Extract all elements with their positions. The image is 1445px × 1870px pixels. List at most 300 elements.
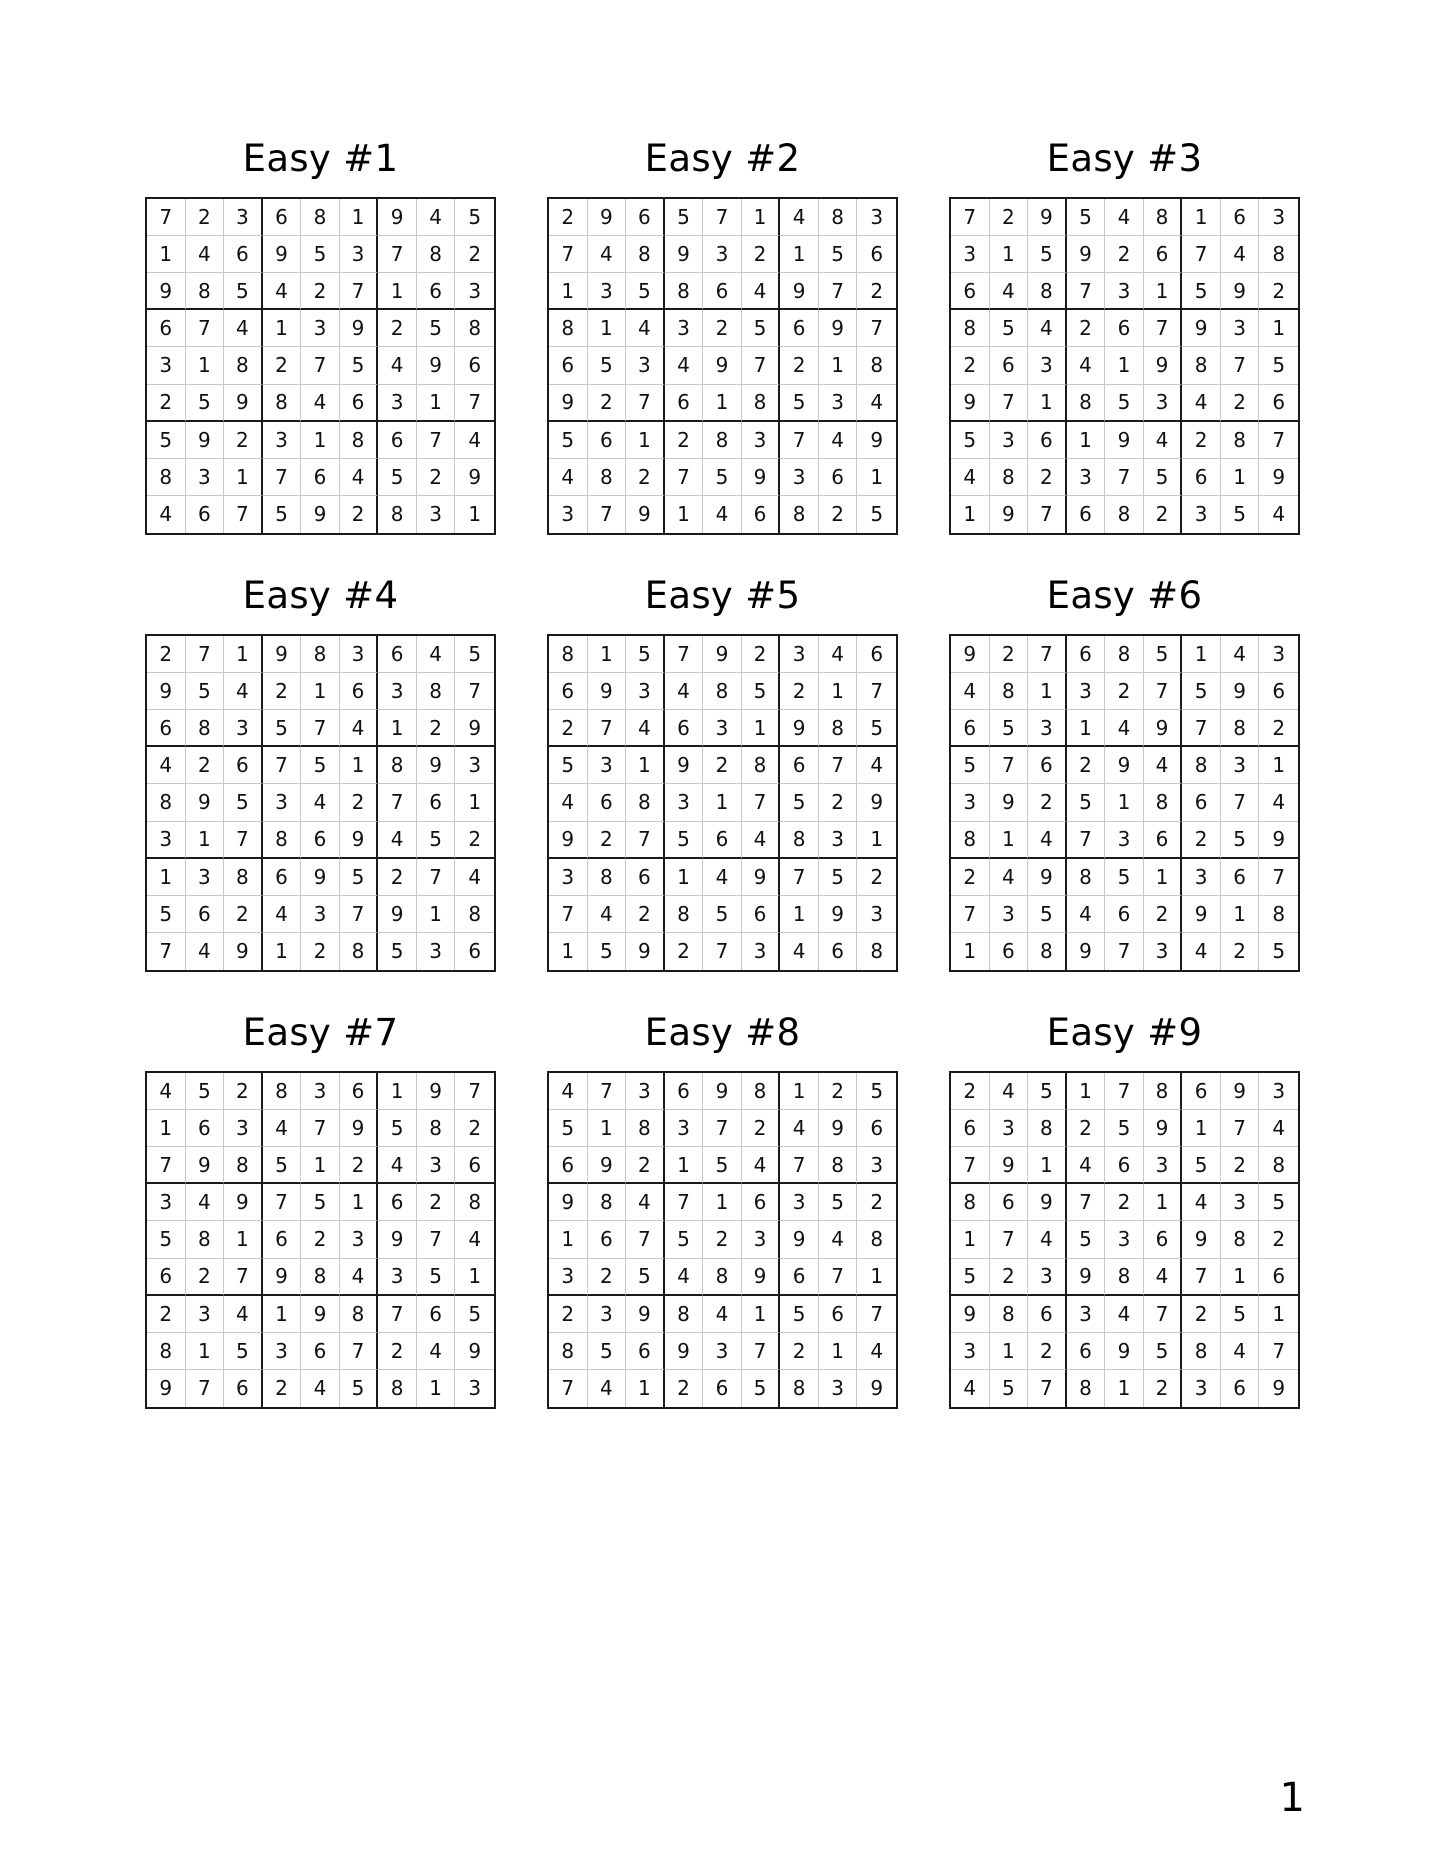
sudoku-cell[interactable]: 2 [990,199,1029,236]
sudoku-cell[interactable]: 8 [819,1147,858,1184]
sudoku-cell[interactable]: 3 [263,1333,302,1370]
sudoku-cell[interactable]: 4 [1221,636,1260,673]
sudoku-cell[interactable]: 1 [549,1221,588,1258]
sudoku-cell[interactable]: 9 [1028,859,1067,896]
sudoku-cell[interactable]: 4 [819,636,858,673]
sudoku-cell[interactable]: 9 [1259,459,1298,496]
sudoku-cell[interactable]: 9 [549,385,588,422]
sudoku-cell[interactable]: 6 [186,896,225,933]
sudoku-cell[interactable]: 4 [742,273,781,310]
sudoku-cell[interactable]: 6 [951,273,990,310]
sudoku-cell[interactable]: 1 [1259,310,1298,347]
sudoku-cell[interactable]: 2 [742,636,781,673]
sudoku-cell[interactable]: 6 [588,784,627,821]
sudoku-cell[interactable]: 2 [340,1147,379,1184]
sudoku-cell[interactable]: 3 [1259,199,1298,236]
sudoku-cell[interactable]: 7 [1259,422,1298,459]
sudoku-cell[interactable]: 7 [780,859,819,896]
sudoku-cell[interactable]: 8 [742,747,781,784]
sudoku-cell[interactable]: 3 [1144,933,1183,970]
sudoku-cell[interactable]: 5 [340,347,379,384]
sudoku-cell[interactable]: 1 [626,747,665,784]
sudoku-cell[interactable]: 2 [665,933,704,970]
sudoku-cell[interactable]: 5 [417,822,456,859]
sudoku-cell[interactable]: 9 [990,1147,1029,1184]
sudoku-cell[interactable]: 9 [703,1073,742,1110]
sudoku-cell[interactable]: 5 [1182,273,1221,310]
sudoku-cell[interactable]: 1 [1221,1259,1260,1296]
sudoku-cell[interactable]: 5 [1144,636,1183,673]
sudoku-cell[interactable]: 8 [549,310,588,347]
sudoku-cell[interactable]: 4 [990,273,1029,310]
sudoku-cell[interactable]: 9 [301,859,340,896]
sudoku-cell[interactable]: 2 [1221,933,1260,970]
sudoku-cell[interactable]: 6 [186,496,225,533]
sudoku-cell[interactable]: 3 [147,347,186,384]
sudoku-cell[interactable]: 6 [455,1147,494,1184]
sudoku-cell[interactable]: 3 [951,236,990,273]
sudoku-cell[interactable]: 6 [378,636,417,673]
sudoku-cell[interactable]: 4 [780,199,819,236]
sudoku-cell[interactable]: 3 [417,933,456,970]
sudoku-cell[interactable]: 2 [417,459,456,496]
sudoku-grid-2[interactable] [547,197,898,535]
sudoku-cell[interactable]: 9 [857,422,896,459]
sudoku-cell[interactable]: 4 [263,273,302,310]
sudoku-cell[interactable]: 6 [742,896,781,933]
sudoku-cell[interactable]: 2 [147,1296,186,1333]
sudoku-cell[interactable]: 7 [626,385,665,422]
sudoku-cell[interactable]: 3 [186,859,225,896]
sudoku-cell[interactable]: 4 [1067,1147,1106,1184]
sudoku-cell[interactable]: 1 [263,310,302,347]
sudoku-cell[interactable]: 3 [1105,1221,1144,1258]
sudoku-cell[interactable]: 6 [1259,1259,1298,1296]
sudoku-cell[interactable]: 9 [301,1296,340,1333]
sudoku-cell[interactable]: 7 [224,1259,263,1296]
sudoku-cell[interactable]: 8 [626,784,665,821]
sudoku-cell[interactable]: 1 [186,1333,225,1370]
sudoku-cell[interactable]: 5 [1105,1110,1144,1147]
sudoku-cell[interactable]: 3 [378,385,417,422]
sudoku-cell[interactable]: 4 [819,1221,858,1258]
sudoku-cell[interactable]: 4 [301,784,340,821]
sudoku-cell[interactable]: 3 [665,784,704,821]
sudoku-cell[interactable]: 8 [378,1370,417,1407]
sudoku-cell[interactable]: 6 [301,459,340,496]
sudoku-cell[interactable]: 9 [780,273,819,310]
sudoku-cell[interactable]: 3 [1182,859,1221,896]
sudoku-cell[interactable]: 9 [263,236,302,273]
sudoku-cell[interactable]: 8 [263,1073,302,1110]
sudoku-cell[interactable]: 5 [951,1259,990,1296]
sudoku-cell[interactable]: 4 [1028,822,1067,859]
sudoku-cell[interactable]: 7 [626,1221,665,1258]
sudoku-cell[interactable]: 4 [819,422,858,459]
sudoku-cell[interactable]: 9 [857,784,896,821]
sudoku-cell[interactable]: 6 [455,347,494,384]
sudoku-cell[interactable]: 1 [1028,673,1067,710]
sudoku-cell[interactable]: 1 [1028,1147,1067,1184]
sudoku-cell[interactable]: 8 [780,1370,819,1407]
sudoku-cell[interactable]: 4 [1067,896,1106,933]
sudoku-cell[interactable]: 8 [1221,1221,1260,1258]
sudoku-cell[interactable]: 9 [1259,822,1298,859]
sudoku-cell[interactable]: 3 [186,1296,225,1333]
sudoku-cell[interactable]: 5 [455,199,494,236]
sudoku-cell[interactable]: 6 [549,1147,588,1184]
sudoku-cell[interactable]: 4 [224,673,263,710]
sudoku-cell[interactable]: 1 [1259,747,1298,784]
sudoku-cell[interactable]: 1 [1028,385,1067,422]
sudoku-cell[interactable]: 3 [1221,747,1260,784]
sudoku-cell[interactable]: 1 [819,347,858,384]
sudoku-cell[interactable]: 9 [588,1147,627,1184]
sudoku-cell[interactable]: 6 [1105,896,1144,933]
sudoku-cell[interactable]: 5 [1272,939,1286,964]
sudoku-cell[interactable]: 8 [1028,273,1067,310]
sudoku-cell[interactable]: 5 [990,310,1029,347]
sudoku-cell[interactable]: 1 [1144,859,1183,896]
sudoku-cell[interactable]: 2 [455,1110,494,1147]
sudoku-cell[interactable]: 7 [1259,1333,1298,1370]
sudoku-cell[interactable]: 6 [378,1184,417,1221]
sudoku-cell[interactable]: 8 [951,1184,990,1221]
sudoku-cell[interactable]: 8 [455,310,494,347]
sudoku-cell[interactable]: 3 [549,1259,588,1296]
sudoku-cell[interactable]: 1 [1182,199,1221,236]
sudoku-cell[interactable]: 7 [147,933,186,970]
sudoku-cell[interactable]: 9 [455,1333,494,1370]
sudoku-cell[interactable]: 8 [378,747,417,784]
sudoku-cell[interactable]: 6 [147,310,186,347]
sudoku-cell[interactable]: 9 [1105,422,1144,459]
sudoku-cell[interactable]: 3 [1067,1296,1106,1333]
sudoku-cell[interactable]: 6 [1105,310,1144,347]
sudoku-cell[interactable]: 2 [780,347,819,384]
sudoku-cell[interactable]: 5 [819,236,858,273]
sudoku-cell[interactable]: 6 [147,710,186,747]
sudoku-cell[interactable]: 1 [224,636,263,673]
sudoku-cell[interactable]: 8 [665,1296,704,1333]
sudoku-cell[interactable]: 7 [1028,636,1067,673]
sudoku-cell[interactable]: 9 [1221,673,1260,710]
sudoku-cell[interactable]: 1 [147,236,186,273]
sudoku-cell[interactable]: 7 [1144,1296,1183,1333]
sudoku-cell[interactable]: 2 [549,199,588,236]
sudoku-cell[interactable]: 2 [1182,422,1221,459]
sudoku-cell[interactable]: 4 [588,896,627,933]
sudoku-cell[interactable]: 7 [626,822,665,859]
sudoku-cell[interactable]: 3 [990,896,1029,933]
sudoku-cell[interactable]: 1 [857,822,896,859]
sudoku-cell[interactable]: 4 [224,310,263,347]
sudoku-cell[interactable]: 6 [263,199,302,236]
sudoku-cell[interactable]: 4 [340,459,379,496]
sudoku-cell[interactable]: 2 [147,636,186,673]
sudoku-cell[interactable]: 2 [951,859,990,896]
sudoku-cell[interactable]: 1 [224,459,263,496]
sudoku-cell[interactable]: 5 [1182,1147,1221,1184]
sudoku-cell[interactable]: 1 [1221,459,1260,496]
sudoku-cell[interactable]: 9 [1182,1221,1221,1258]
sudoku-cell[interactable]: 9 [378,199,417,236]
sudoku-cell[interactable]: 8 [588,1184,627,1221]
sudoku-cell[interactable]: 9 [665,1333,704,1370]
sudoku-cell[interactable]: 3 [378,1259,417,1296]
sudoku-cell[interactable]: 4 [1144,422,1183,459]
sudoku-cell[interactable]: 7 [951,896,990,933]
sudoku-cell[interactable]: 4 [990,859,1029,896]
sudoku-cell[interactable]: 5 [626,1259,665,1296]
sudoku-cell[interactable]: 7 [417,1221,456,1258]
sudoku-cell[interactable]: 2 [301,273,340,310]
sudoku-cell[interactable]: 2 [455,822,494,859]
sudoku-cell[interactable]: 7 [703,1110,742,1147]
sudoku-cell[interactable]: 4 [951,673,990,710]
sudoku-cell[interactable]: 5 [857,1073,896,1110]
sudoku-cell[interactable]: 9 [417,1073,456,1110]
sudoku-cell[interactable]: 5 [1067,784,1106,821]
sudoku-cell[interactable]: 1 [626,422,665,459]
sudoku-cell[interactable]: 1 [378,273,417,310]
sudoku-grid-7[interactable] [145,1071,496,1409]
sudoku-cell[interactable]: 7 [588,1073,627,1110]
sudoku-cell[interactable]: 2 [263,347,302,384]
sudoku-cell[interactable]: 6 [819,459,858,496]
sudoku-cell[interactable]: 3 [857,199,896,236]
sudoku-cell[interactable]: 1 [1144,1184,1183,1221]
sudoku-cell[interactable]: 6 [626,859,665,896]
sudoku-cell[interactable]: 6 [1144,236,1183,273]
sudoku-cell[interactable]: 6 [665,1073,704,1110]
sudoku-cell[interactable]: 7 [1028,496,1067,533]
sudoku-cell[interactable]: 1 [626,1370,665,1407]
sudoku-cell[interactable]: 6 [1221,859,1260,896]
sudoku-cell[interactable]: 2 [224,1073,263,1110]
sudoku-cell[interactable]: 2 [263,1370,302,1407]
sudoku-cell[interactable]: 3 [186,459,225,496]
sudoku-cell[interactable]: 2 [1067,747,1106,784]
sudoku-cell[interactable]: 4 [1105,710,1144,747]
sudoku-cell[interactable]: 1 [549,273,588,310]
sudoku-cell[interactable]: 3 [549,496,588,533]
sudoku-cell[interactable]: 2 [819,784,858,821]
sudoku-cell[interactable]: 3 [1028,710,1067,747]
sudoku-cell[interactable]: 6 [468,939,482,964]
sudoku-cell[interactable]: 9 [588,673,627,710]
sudoku-cell[interactable]: 1 [819,673,858,710]
sudoku-cell[interactable]: 5 [819,1184,858,1221]
sudoku-cell[interactable]: 6 [665,385,704,422]
sudoku-cell[interactable]: 3 [224,1110,263,1147]
sudoku-cell[interactable]: 3 [1182,1370,1221,1407]
sudoku-cell[interactable]: 1 [263,933,302,970]
sudoku-cell[interactable]: 5 [549,1110,588,1147]
sudoku-cell[interactable]: 4 [742,1147,781,1184]
sudoku-cell[interactable]: 8 [263,385,302,422]
sudoku-cell[interactable]: 7 [819,747,858,784]
sudoku-cell[interactable]: 3 [417,1147,456,1184]
sudoku-cell[interactable]: 2 [951,347,990,384]
sudoku-cell[interactable]: 6 [626,1333,665,1370]
sudoku-cell[interactable]: 9 [1067,1259,1106,1296]
sudoku-cell[interactable]: 4 [301,385,340,422]
sudoku-cell[interactable]: 8 [1144,784,1183,821]
sudoku-cell[interactable]: 3 [819,385,858,422]
sudoku-cell[interactable]: 4 [1144,1259,1183,1296]
sudoku-cell[interactable]: 1 [378,1073,417,1110]
sudoku-cell[interactable]: 4 [417,636,456,673]
sudoku-cell[interactable]: 3 [1105,822,1144,859]
sudoku-cell[interactable]: 3 [780,636,819,673]
sudoku-cell[interactable]: 8 [1028,1110,1067,1147]
sudoku-cell[interactable]: 5 [665,822,704,859]
sudoku-cell[interactable]: 9 [224,933,263,970]
sudoku-cell[interactable]: 4 [224,1296,263,1333]
sudoku-cell[interactable]: 9 [819,896,858,933]
sudoku-cell[interactable]: 2 [1259,710,1298,747]
sudoku-cell[interactable]: 3 [588,1296,627,1333]
sudoku-cell[interactable]: 7 [378,1296,417,1333]
sudoku-cell[interactable]: 4 [626,1184,665,1221]
sudoku-cell[interactable]: 4 [665,673,704,710]
sudoku-cell[interactable]: 2 [588,385,627,422]
sudoku-cell[interactable]: 6 [224,747,263,784]
sudoku-cell[interactable]: 3 [819,1370,858,1407]
sudoku-cell[interactable]: 9 [742,459,781,496]
sudoku-cell[interactable]: 8 [1259,236,1298,273]
sudoku-cell[interactable]: 2 [857,1184,896,1221]
sudoku-cell[interactable]: 1 [417,896,456,933]
sudoku-cell[interactable]: 1 [417,385,456,422]
sudoku-cell[interactable]: 6 [1028,747,1067,784]
sudoku-cell[interactable]: 5 [870,502,884,527]
sudoku-cell[interactable]: 4 [626,710,665,747]
sudoku-cell[interactable]: 4 [665,1259,704,1296]
sudoku-cell[interactable]: 1 [186,822,225,859]
sudoku-cell[interactable]: 5 [263,710,302,747]
sudoku-cell[interactable]: 4 [857,1333,896,1370]
sudoku-cell[interactable]: 2 [340,784,379,821]
sudoku-cell[interactable]: 8 [417,1110,456,1147]
sudoku-cell[interactable]: 2 [417,1184,456,1221]
sudoku-cell[interactable]: 1 [340,199,379,236]
sudoku-cell[interactable]: 7 [857,310,896,347]
sudoku-cell[interactable]: 3 [301,1073,340,1110]
sudoku-cell[interactable]: 3 [455,273,494,310]
sudoku-cell[interactable]: 2 [1105,673,1144,710]
sudoku-cell[interactable]: 1 [665,1147,704,1184]
sudoku-cell[interactable]: 8 [186,710,225,747]
sudoku-cell[interactable]: 5 [1028,236,1067,273]
sudoku-cell[interactable]: 5 [990,710,1029,747]
sudoku-cell[interactable]: 4 [1144,747,1183,784]
sudoku-cell[interactable]: 3 [455,747,494,784]
sudoku-cell[interactable]: 4 [1221,236,1260,273]
sudoku-cell[interactable]: 7 [1221,784,1260,821]
sudoku-cell[interactable]: 2 [301,1221,340,1258]
sudoku-cell[interactable]: 9 [1221,1073,1260,1110]
sudoku-cell[interactable]: 6 [378,422,417,459]
sudoku-cell[interactable]: 3 [588,273,627,310]
sudoku-cell[interactable]: 1 [1182,1110,1221,1147]
sudoku-cell[interactable]: 6 [665,710,704,747]
sudoku-cell[interactable]: 7 [665,459,704,496]
sudoku-cell[interactable]: 2 [1028,459,1067,496]
sudoku-cell[interactable]: 4 [186,236,225,273]
sudoku-cell[interactable]: 8 [340,933,379,970]
sudoku-cell[interactable]: 9 [549,822,588,859]
sudoku-cell[interactable]: 2 [703,310,742,347]
sudoku-cell[interactable]: 3 [1259,1073,1298,1110]
sudoku-cell[interactable]: 2 [1182,822,1221,859]
sudoku-cell[interactable]: 1 [340,747,379,784]
sudoku-cell[interactable]: 7 [147,199,186,236]
sudoku-cell[interactable]: 9 [703,636,742,673]
sudoku-cell[interactable]: 9 [1144,1110,1183,1147]
sudoku-cell[interactable]: 4 [417,1333,456,1370]
sudoku-cell[interactable]: 8 [340,422,379,459]
sudoku-grid-6[interactable] [949,634,1300,972]
sudoku-cell[interactable]: 9 [588,199,627,236]
sudoku-cell[interactable]: 8 [378,496,417,533]
sudoku-cell[interactable]: 7 [224,822,263,859]
sudoku-cell[interactable]: 4 [147,1073,186,1110]
sudoku-cell[interactable]: 2 [1067,310,1106,347]
sudoku-cell[interactable]: 8 [417,673,456,710]
sudoku-cell[interactable]: 1 [417,1370,456,1407]
sudoku-cell[interactable]: 5 [1144,459,1183,496]
sudoku-cell[interactable]: 5 [340,859,379,896]
sudoku-cell[interactable]: 9 [665,747,704,784]
sudoku-cell[interactable]: 5 [1259,1184,1298,1221]
sudoku-cell[interactable]: 8 [665,273,704,310]
sudoku-cell[interactable]: 3 [742,422,781,459]
sudoku-cell[interactable]: 4 [263,1110,302,1147]
sudoku-cell[interactable]: 5 [626,273,665,310]
sudoku-cell[interactable]: 8 [1144,1073,1183,1110]
sudoku-cell[interactable]: 9 [742,1259,781,1296]
sudoku-cell[interactable]: 7 [990,385,1029,422]
sudoku-cell[interactable]: 4 [1272,502,1286,527]
sudoku-cell[interactable]: 1 [1144,273,1183,310]
sudoku-cell[interactable]: 7 [1182,710,1221,747]
sudoku-cell[interactable]: 5 [147,896,186,933]
sudoku-cell[interactable]: 8 [780,822,819,859]
sudoku-cell[interactable]: 4 [186,933,225,970]
sudoku-cell[interactable]: 7 [301,347,340,384]
sudoku-cell[interactable]: 8 [1105,1259,1144,1296]
sudoku-cell[interactable]: 8 [1259,896,1298,933]
sudoku-cell[interactable]: 8 [703,422,742,459]
sudoku-cell[interactable]: 8 [224,859,263,896]
sudoku-cell[interactable]: 1 [455,784,494,821]
sudoku-cell[interactable]: 6 [1259,673,1298,710]
sudoku-cell[interactable]: 6 [1182,784,1221,821]
sudoku-cell[interactable]: 8 [951,310,990,347]
sudoku-cell[interactable]: 6 [951,1110,990,1147]
sudoku-cell[interactable]: 3 [378,673,417,710]
sudoku-cell[interactable]: 2 [588,822,627,859]
sudoku-cell[interactable]: 1 [1105,1370,1144,1407]
sudoku-cell[interactable]: 2 [1221,385,1260,422]
sudoku-grid-3[interactable] [949,197,1300,535]
sudoku-cell[interactable]: 7 [1182,1259,1221,1296]
sudoku-cell[interactable]: 9 [186,1147,225,1184]
sudoku-cell[interactable]: 8 [1067,385,1106,422]
sudoku-cell[interactable]: 6 [857,1110,896,1147]
